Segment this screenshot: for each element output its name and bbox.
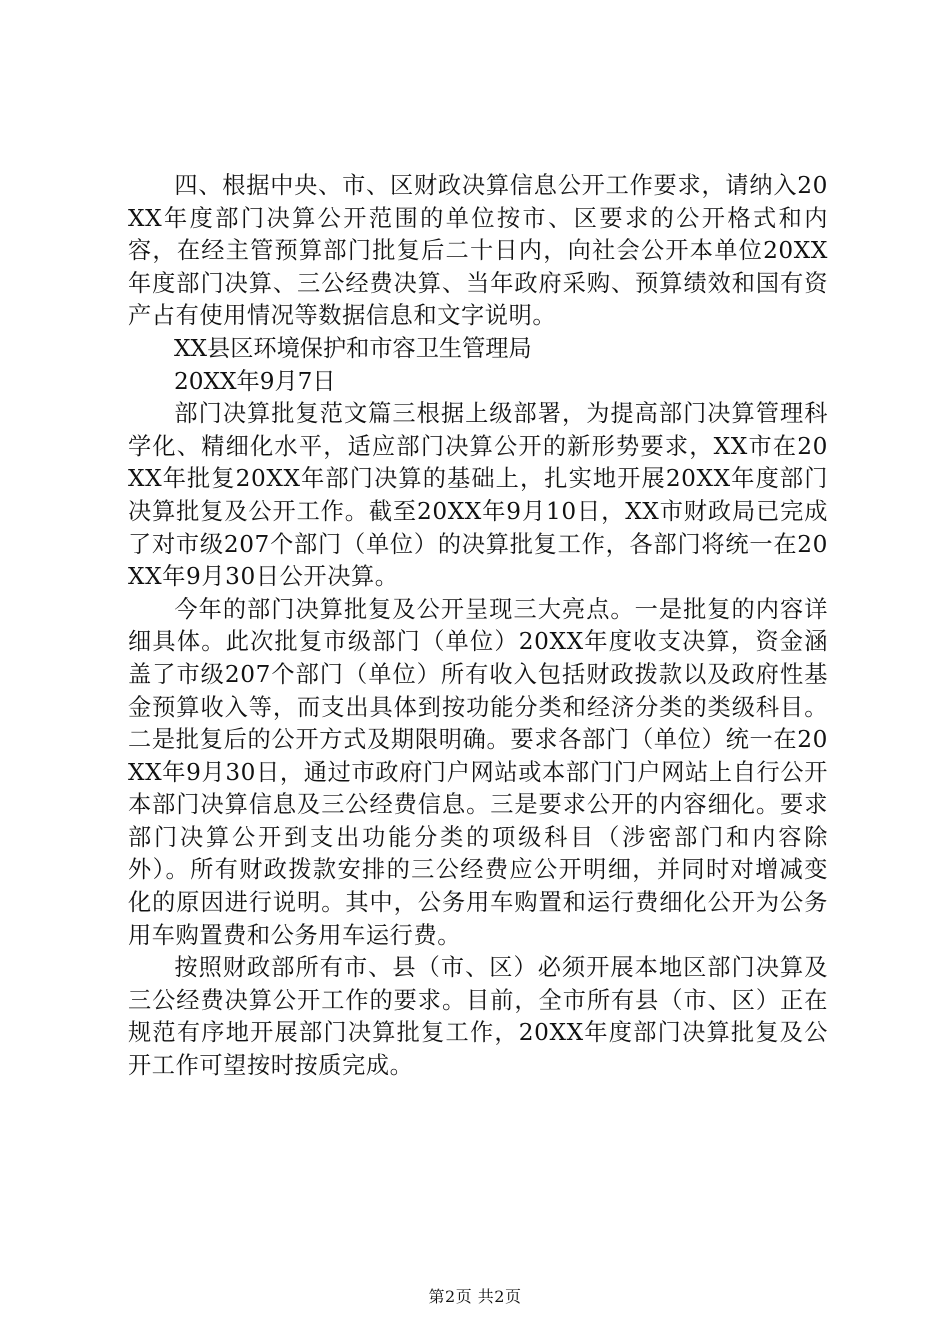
signature-date: 20XX年9月7日 [174, 367, 336, 395]
paragraph-progress: 按照财政部所有市、县（市、区）必须开展本地区部门决算及三公经费决算公开工作的要求。目前，全市所有县（市、区）正在规范有序地开展部门决算批复工作，20XX年度部门决算批复及公开工作可望按时按质完成。 [128, 954, 828, 1080]
paragraph-highlights: 今年的部门决算批复及公开呈现三大亮点。一是批复的内容详细具体。此次批复市级部门（单位）20XX年度收支决算，资金涵盖了市级207个部门（单位）所有收入包括财政拨款以及政府性基金预算收入等，而支出具体到按功能分类和经济分类的类级科目。二是批复后的公开方式及期限明确。要求各部门（单位）统一在20XX年9月30日，通过市政府门户网站或本部门门户网站上自行公开本部门决算信息及三公经费信息。三是要求公开的内容细化。要求部门决算公开到支出功能分类的项级科目（涉密部门和内容除外）。所有财政拨款安排的三公经费应公开明细，并同时对增减变化的原因进行说明。其中，公务用车购置和运行费细化公开为公务用车购置费和公务用车运行费。 [128, 595, 828, 949]
paragraph-notice-four: 四、根据中央、市、区财政决算信息公开工作要求，请纳入20XX年度部门决算公开范围的单位按市、区要求的公开格式和内容，在经主管预算部门批复后二十日内，向社会公开本单位20XX年度部门决算、三公经费决算、当年政府采购、预算绩效和国有资产占有使用情况等数据信息和文字说明。 [128, 172, 828, 330]
page-footer: 第2页 共2页 [428, 1287, 522, 1306]
paragraph-sample-three: 部门决算批复范文篇三根据上级部署，为提高部门决算管理科学化、精细化水平，适应部门决算公开的新形势要求，XX市在20XX年批复20XX年部门决算的基础上，扎实地开展20XX年度部门决算批复及公开工作。截至20XX年9月10日，XX市财政局已完成了对市级207个部门（单位）的决算批复工作，各部门将统一在20XX年9月30日公开决算。 [128, 400, 828, 591]
document-body [128, 170, 828, 1083]
signature-organization: XX县区环境保护和市容卫生管理局 [174, 334, 532, 362]
